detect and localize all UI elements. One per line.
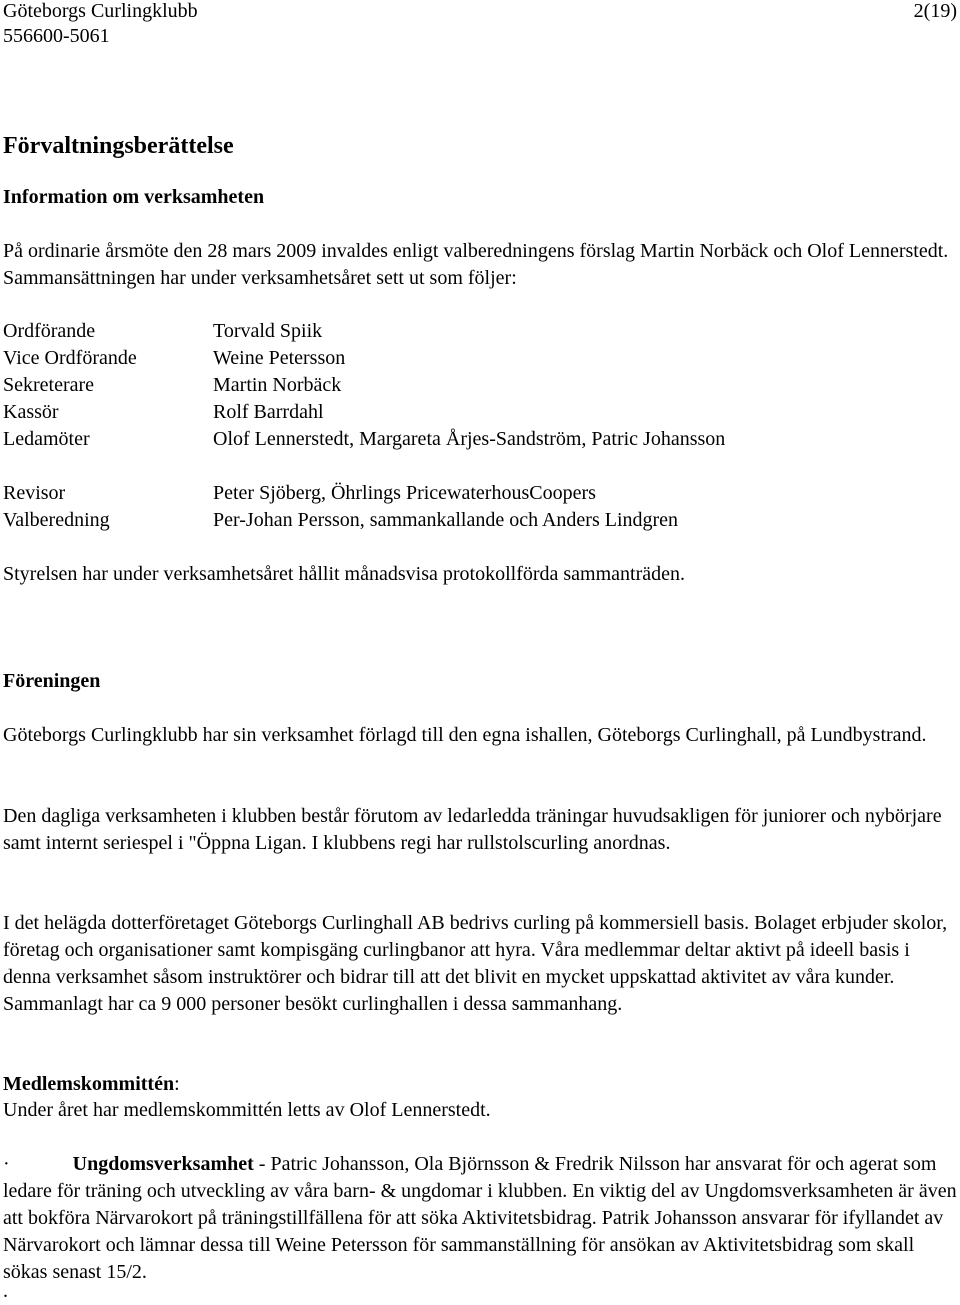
medlem-heading-line — [3, 1071, 180, 1098]
board-role: Ordförande — [3, 320, 96, 342]
ungdom-text-block — [3, 1151, 960, 1286]
foreningen-text-2: Den dagliga verksamheten i klubben består förutom av ledarledda träningar huvudsakligen för juniorer och nybörjare samt internt seriespel i "Öppna Ligan. I klubbens regi har rullstolscurling anordnas. — [3, 805, 942, 854]
ungdom-paragraph — [3, 1151, 960, 1286]
board-role: Revisor — [3, 482, 66, 504]
board-role: Vice Ordförande — [3, 347, 137, 369]
foreningen-paragraph-3 — [3, 910, 960, 1018]
board-role: Kassör — [3, 401, 59, 423]
header-org-number: 556600-5061 — [3, 25, 110, 47]
board-name: Weine Petersson — [213, 347, 346, 369]
board-name: Torvald Spiik — [213, 320, 323, 342]
foreningen-heading: Föreningen — [3, 670, 101, 692]
board-row — [3, 318, 953, 345]
ungdom-text: - Patric Johansson, Ola Björnsson & Fredrik Nilsson har ansvarat för och agerat som ledare för träning och utveckling av våra barn- & ungdomar i klubben. En viktig del av Ungdomsverksamheten är även att bokföra Närvarokort på träningstillfällena för att söka Aktivitetsbidrag. Patrik Johansson ansvarar för ifyllandet av Närvarokort och lämnar dessa till Weine Petersson för sammanställning för ansökan av Aktivitetsbidrag som skall sökas senast 15/2. — [3, 1153, 957, 1283]
board-row — [3, 345, 953, 372]
info-heading: Information om verksamheten — [3, 186, 265, 208]
intro-paragraph — [3, 238, 960, 292]
board-row — [3, 426, 953, 453]
board-row — [3, 399, 953, 426]
foreningen-text-3: I det helägda dotterföretaget Göteborgs Curlinghall AB bedrivs curling på kommersiell basis. Bolaget erbjuder skolor, företag och organisationer samt kompisgäng curlingbanor att hyra. Våra medlemmar deltar aktivt på ideell basis i denna verksamhet såsom instruktörer och bidrar till att det blivit en mycket uppskattad aktivitet av våra kunder. Sammanlagt har ca 9 000 personer besökt curlinghallen i dessa sammanhang. — [3, 912, 948, 1015]
medlem-heading: Medlemskommittén — [3, 1073, 175, 1095]
board-name: Martin Norbäck — [213, 374, 342, 396]
board-row — [3, 507, 953, 534]
foreningen-paragraph-2 — [3, 803, 960, 857]
board-name: Olof Lennerstedt, Margareta Årjes-Sandström, Patric Johansson — [213, 428, 726, 450]
bullet-icon: · — [3, 1153, 10, 1175]
board-row — [3, 480, 953, 507]
medlem-colon: : — [174, 1073, 180, 1095]
header-org-name: Göteborgs Curlingklubb — [3, 0, 198, 22]
trailing-dot: . — [3, 1280, 8, 1302]
header-page-number: 2(19) — [913, 0, 957, 22]
foreningen-text-1: Göteborgs Curlingklubb har sin verksamhet förlagd till den egna ishallen, Göteborgs Curlinghall, på Lundbystrand. — [3, 724, 927, 746]
board-role: Ledamöter — [3, 428, 90, 450]
board-role: Valberedning — [3, 509, 110, 531]
intro-text: På ordinarie årsmöte den 28 mars 2009 invaldes enligt valberedningens förslag Martin Norbäck och Olof Lennerstedt. Sammansättningen har under verksamhetsåret sett ut som följer: — [3, 240, 949, 289]
board-role: Sekreterare — [3, 374, 95, 396]
board-name: Peter Sjöberg, Öhrlings PricewaterhousCoopers — [213, 482, 596, 504]
ungdom-heading: Ungdomsverksamhet — [72, 1153, 254, 1175]
board-name: Rolf Barrdahl — [213, 401, 324, 423]
medlem-text: Under året har medlemskommittén letts av Olof Lennerstedt. — [3, 1099, 491, 1121]
meetings-text: Styrelsen har under verksamhetsåret hållit månadsvisa protokollförda sammanträden. — [3, 563, 686, 585]
board-name: Per-Johan Persson, sammankallande och Anders Lindgren — [213, 509, 679, 531]
page-title: Förvaltningsberättelse — [3, 133, 234, 159]
foreningen-paragraph-1 — [3, 722, 960, 749]
board-row — [3, 372, 953, 399]
